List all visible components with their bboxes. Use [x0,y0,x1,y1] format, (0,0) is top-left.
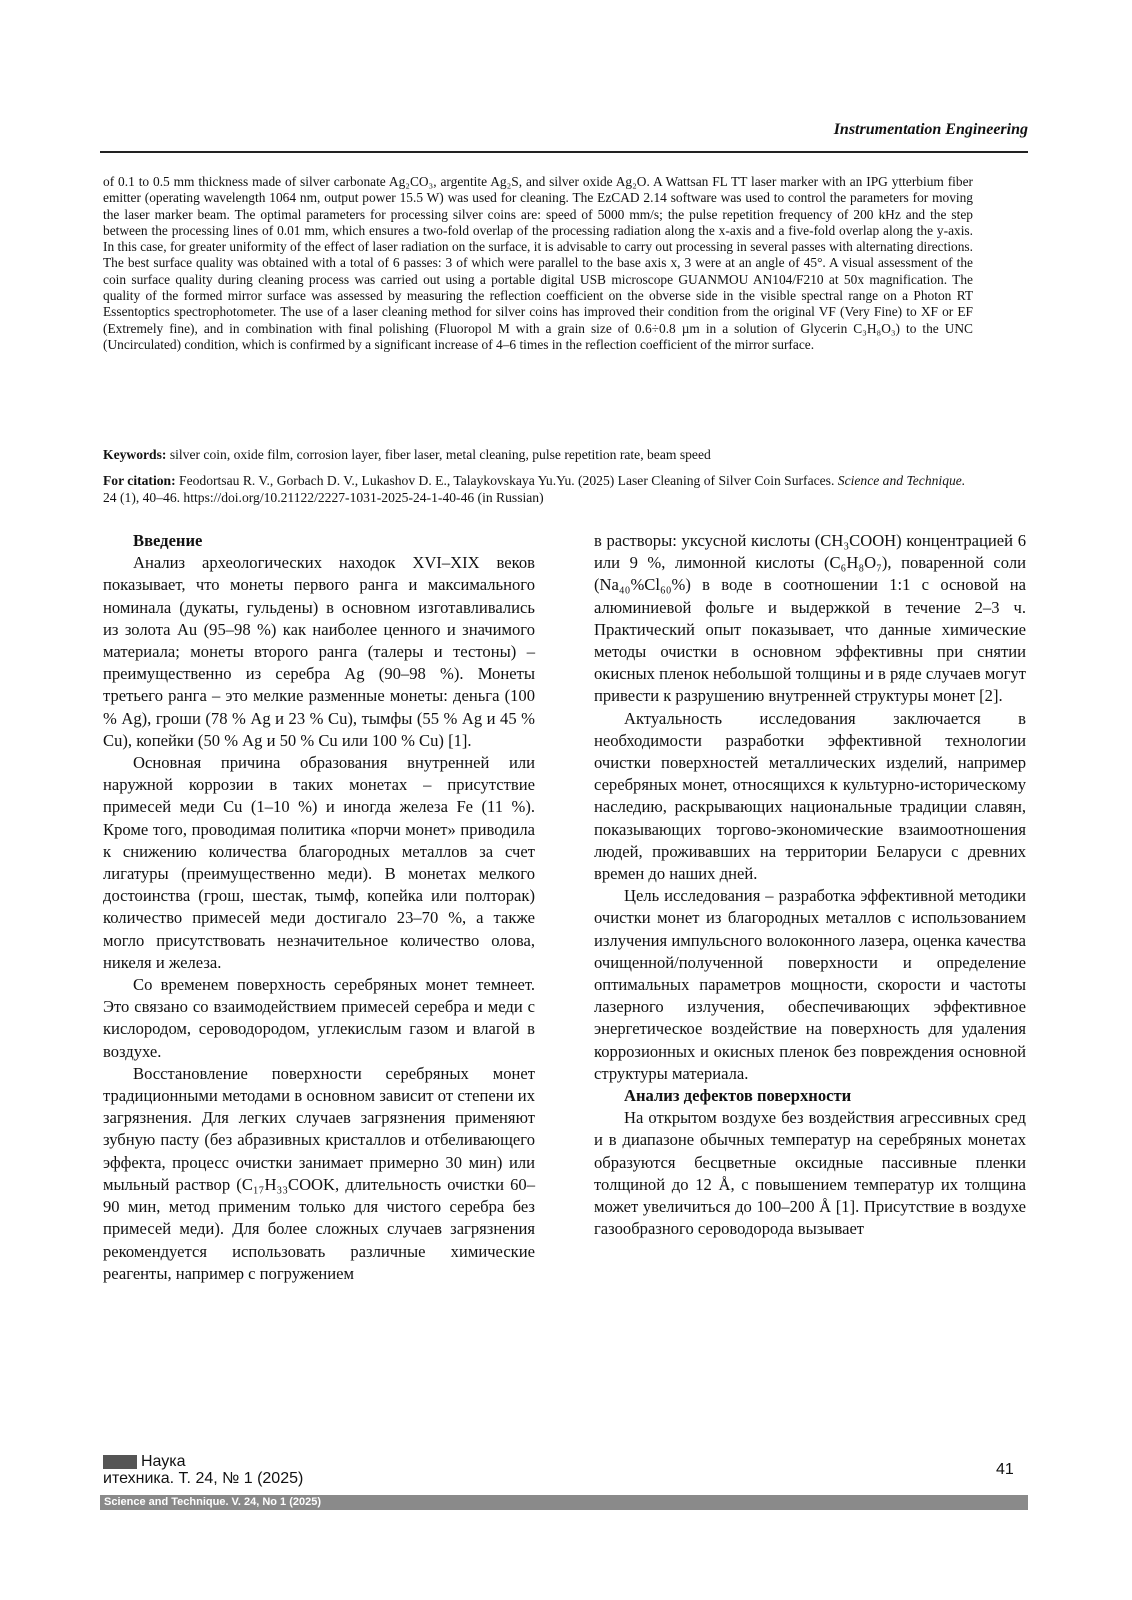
journal-logo [103,1453,483,1487]
citation-details: 24 (1), 40–46. https://doi.org/10.21122/2227-1031-2025-24-1-40-46 (in Russian) [103,490,544,505]
paragraph: Цель исследования – разработка эффективной методики очистки монет из благородных металлов с использованием излучения импульсного волоконного лазера, оценка качества очищенной/полученной поверхности и определение оптимальных параметров мощности, скорости и частоты лазерного излучения, обеспечивающих эффективное энергетическое воздействие на поверхность для удаления коррозионных и окисных пленок без повреждения основной структуры материала. [594,886,1026,1083]
keywords [103,446,973,463]
paragraph: Со временем поверхность серебряных монет темнеет. Это связано со взаимодействием примесей серебра и меди с кислородом, сероводородом, углекислым газом и влагой в воздухе. [103,975,535,1061]
paragraph-continuation: в растворы: уксусной кислоты (CH₃COOH) концентрацией 6 или 9 %, лимонной кислоты (C₆H₈O₇), поваренной соли (Na₄₀%Cl₆₀%) в воде в соотношении 1:1 с основой на алюминиевой фольге и выдержкой в течение 2–3 ч. Практический опыт показывает, что данные химические методы очистки в основном эффективны при снятии окисных пленок небольшой толщины и в ряде случаев могут привести к разрушению внутренней структуры монет [2]. [594,531,1026,706]
section-heading-defects: Анализ дефектов поверхности [624,1086,852,1106]
section-heading-introduction: Введение [133,531,203,550]
abstract-text: of 0.1 to 0.5 mm thickness made of silver carbonate Ag₂CO₃, argentite Ag₂S, and silver oxide Ag₂O. A Wattsan FL TT laser marker with an IPG ytterbium fiber emitter (operating wavelength 1064 nm, output power 15.5 W) was used for cleaning. The EzCAD 2.14 software was used to control the parameters for moving the laser marker beam. The optimal parameters for processing silver coins are: speed of 5000 mm/s; the pulse repetition frequency of 200 kHz and the step between the processing lines of 0.01 mm, which ensures a two-fold overlap of the processing radiation along the x-axis and a five-fold overlap along the y-axis. In this case, for greater uniformity of the effect of laser radiation on the surface, it is advisable to carry out processing in several passes with alternating directions. The best surface quality was obtained with a total of 6 passes: 3 of which were parallel to the base axis x, 3 were at an angle of 45°. A visual assessment of the coin surface quality during cleaning process was carried out using a portable digital USB microscope GUANMOU AN104/F210 at 50x magnification. The quality of the formed mirror surface was assessed by measuring the reflection coefficient on the obverse side in the visible spectral range on a Photon RT Essentoptics spectrophotometer. The use of a laser cleaning method for silver coins has improved their condition from the original VF (Very Fine) to XF or EF (Extremely fine), and in combination with final polishing (Fluoropol M with a grain size of 0.6÷0.8 µm in a solution of Glycerin C₃H₈O₃) to the UNC (Uncirculated) condition, which is confirmed by a significant increase of 4–6 times in the reflection coefficient of the mirror surface. [103,174,973,352]
running-header [100,117,1028,153]
logo-mark-icon [103,1455,137,1469]
keywords-label: Keywords: [103,447,167,462]
journal-section-title: Instrumentation Engineering [833,121,1028,138]
right-column [594,530,1026,1241]
left-column [103,530,535,1285]
paragraph: Актуальность исследования заключается в необходимости разработки эффективной технологии очистки поверхностей металлических изделий, например серебряных монет, относящихся к культурно-историческому наследию, раскрывающих национальные традиции славян, показывающих торгово-экономические взаимоотношения людей, проживавших на территории Беларуси с древних времен до наших дней. [594,708,1026,884]
citation-journal: Science and Technique. [837,473,966,488]
paragraph: Восстановление поверхности серебряных монет традиционными методами в основном зависит от степени их загрязнения. Для легких случаев загрязнения применяют зубную пасту (без абразивных кристаллов и отбеливающего эффекта, процесс очистки занимает примерно 30 мин) или мыльный раствор (C₁₇H₃₃COOK, длительность очистки 60–90 мин, метод применим только для чистого серебра без примесей меди). Для более сложных случаев загрязнения рекомендуется использовать различные химические реагенты, например с погружением [103,1063,535,1283]
logo-line-2: итехника. Т. 24, № 1 (2025) [103,1470,304,1487]
logo-line-1: Наука [141,1453,186,1470]
citation-label: For citation: [103,473,176,488]
footer-bar-text: Science and Technique. V. 24, No 1 (2025) [104,1496,322,1508]
paragraph: Основная причина образования внутренней или наружной коррозии в таких монетах – присутствие примесей меди Cu (1–10 %) и иногда железа Fe (11 %). Кроме того, проводимая политика «порчи монет» приводила к снижению количества благородных металлов за счет лигатуры (преимущественно меди). В монетах мелкого достоинства (грош, шестак, тымф, копейка или полторак) количество примесей меди достигало 23–70 %, а также могло присутствовать незначительное количество олова, никеля и железа. [103,753,535,972]
paragraph: На открытом воздухе без воздействия агрессивных сред и в диапазоне обычных температур на серебряных монетах образуются бесцветные оксидные пассивные пленки толщиной до 12 Å, с повышением температур их толщина может увеличиться до 100–200 Å [1]. Присутствие в воздухе газообразного сероводорода вызывает [594,1108,1026,1239]
abstract [103,174,973,353]
page-number: 41 [996,1461,1014,1478]
keywords-text: silver coin, oxide film, corrosion layer, fiber laser, metal cleaning, pulse repetition rate, beam speed [166,447,711,462]
paragraph: Анализ археологических находок XVI–XIX веков показывает, что монеты первого ранга и максимального номинала (дукаты, гульдены) в основном изготавливались из золота Au (95–98 %) как наиболее ценного и значимого материала; монеты второго ранга (талеры и тестоны) – преимущественно из серебра Ag (90–98 %). Монеты третьего ранга – это мелкие разменные монеты: деньга (100 % Ag), гроши (78 % Ag и 23 % Cu), тымфы (55 % Ag и 45 % Cu), копейки (50 % Ag и 50 % Cu или 100 % Cu) [1]. [103,553,535,750]
citation [103,472,973,506]
footer-bar [100,1495,1028,1510]
citation-text: Feodortsau R. V., Gorbach D. V., Lukashov D. E., Talaykovskaya Yu.Yu. (2025) Laser Cleaning of Silver Coin Surfaces. [175,473,838,488]
